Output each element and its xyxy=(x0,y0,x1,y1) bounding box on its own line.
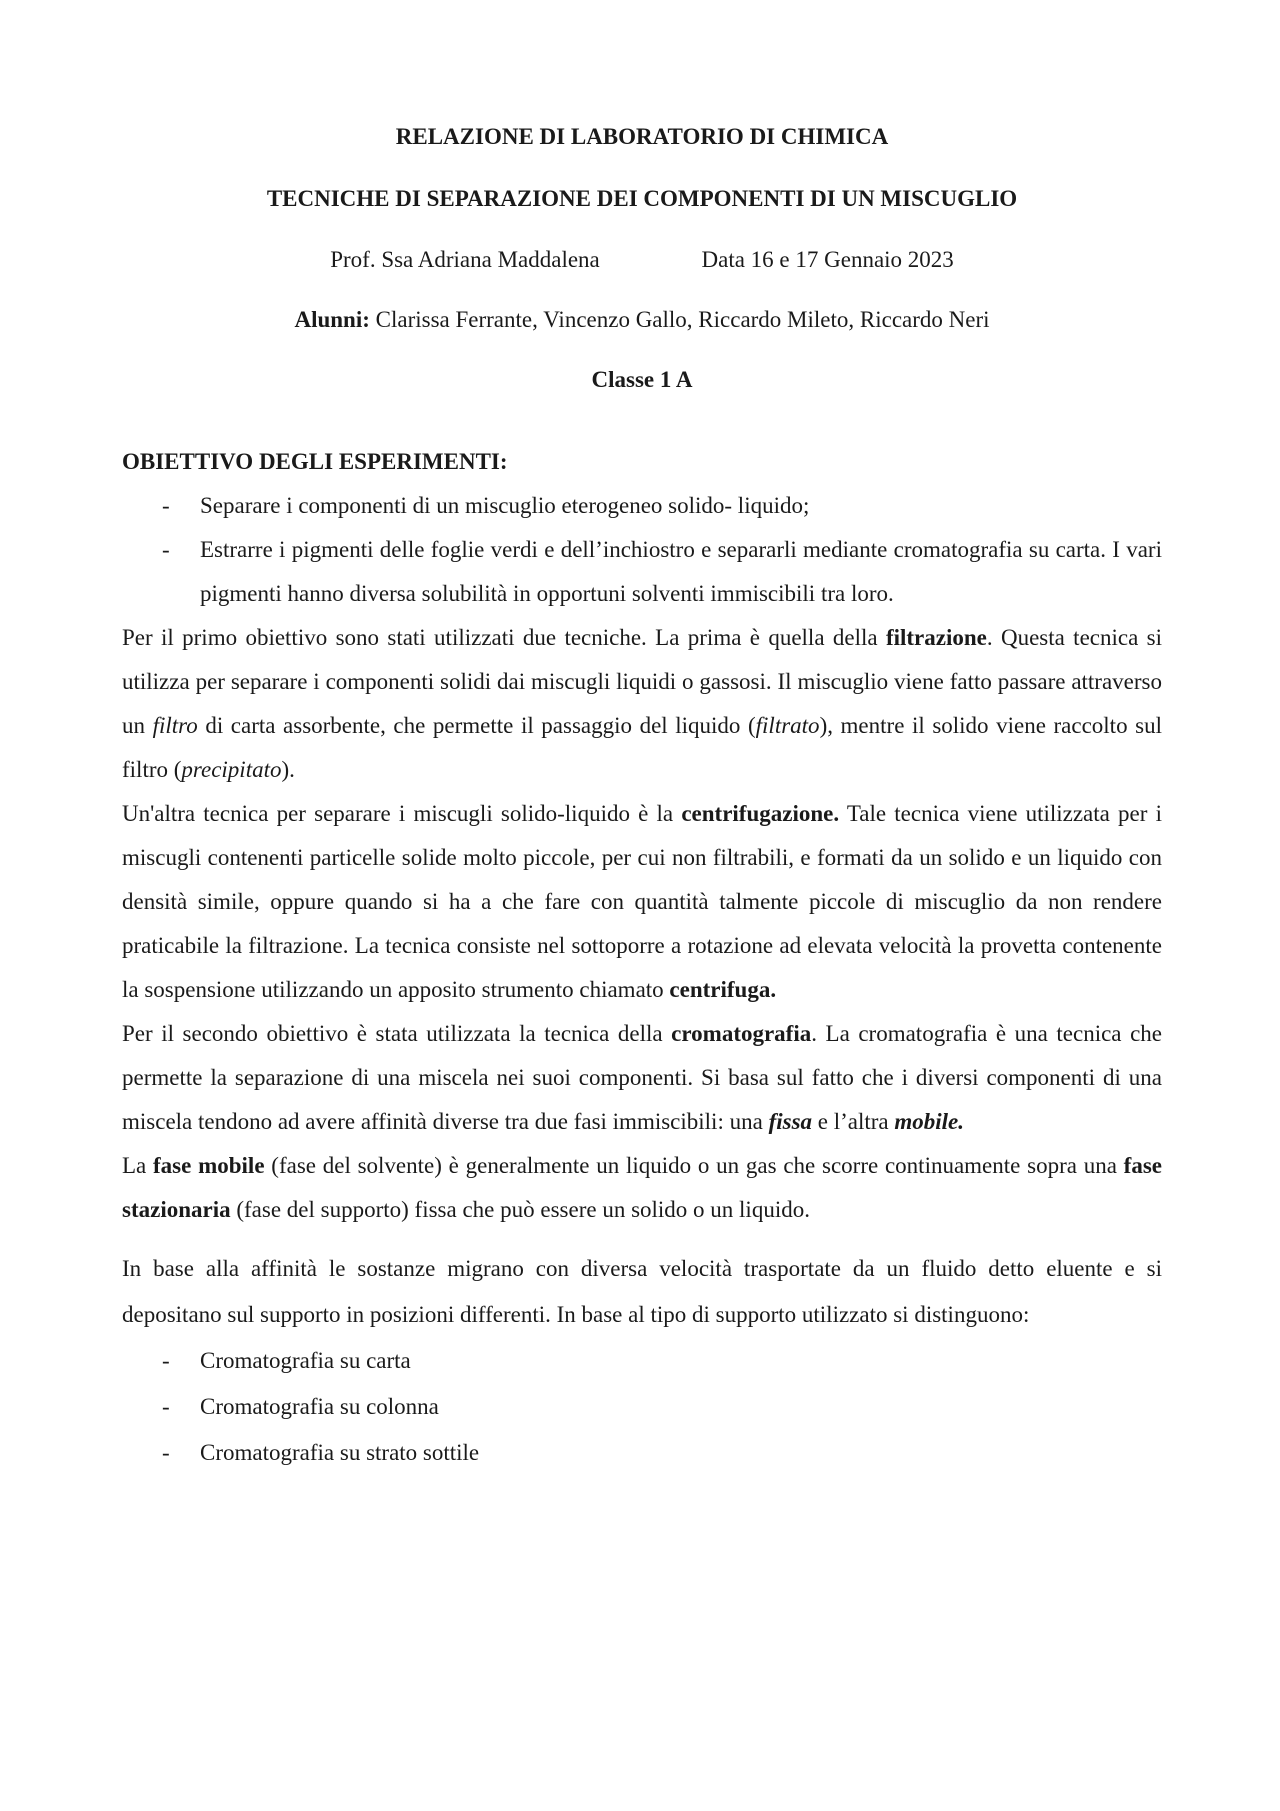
text-run: Per il secondo obiettivo è stata utilizzata la tecnica della xyxy=(122,1021,672,1046)
paragraph-filtration xyxy=(122,616,1162,792)
text-run: di carta assorbente, che permette il passaggio del liquido ( xyxy=(197,713,756,738)
text-run: Tale tecnica viene utilizzata per i miscugli contenenti particelle solide molto piccole, per cui non filtrabili, e formati da un solido e un liquido con densità simile, oppure quando si ha a che fare con quantità talmente piccole di miscuglio da non rendere praticabile la filtrazione. La tecnica consiste nel sottoporre a rotazione ad elevata velocità la provetta contenente la sospensione utilizzando un apposito strumento chiamato xyxy=(122,801,1162,1002)
text-run: e l’altra xyxy=(812,1109,895,1134)
paragraph-eluent: In base alla affinità le sostanze migrano con diversa velocità trasportate da un fluido detto eluente e si depositano sul supporto in posizioni differenti. In base al tipo di supporto utilizzato si distinguono: xyxy=(122,1256,1162,1327)
paragraph-chromatography xyxy=(122,1012,1162,1144)
term-centrifugazione: centrifugazione. xyxy=(681,801,840,826)
students-line xyxy=(122,290,1162,350)
list-item: - Cromatografia su colonna xyxy=(122,1384,1162,1430)
term-fase-mobile: fase mobile xyxy=(153,1153,265,1178)
term-fissa: fissa xyxy=(768,1109,813,1134)
text-run: La xyxy=(122,1153,154,1178)
text-run: Per il primo obiettivo sono stati utilizzati due tecniche. La prima è quella della xyxy=(122,625,886,650)
objectives-list xyxy=(122,484,1162,616)
term-precipitato: precipitato xyxy=(181,757,282,782)
term-filtrazione: filtrazione xyxy=(885,625,987,650)
professor-date-line xyxy=(122,230,1162,290)
list-item: - Estrarre i pigmenti delle foglie verdi e dell’inchiostro e separarli mediante cromatografia su carta. I vari pigmenti hanno diversa solubilità in opportuni solventi immiscibili tra loro. xyxy=(122,528,1162,616)
students-names: Clarissa Ferrante, Vincenzo Gallo, Riccardo Mileto, Riccardo Neri xyxy=(375,307,990,332)
professor-name: Prof. Ssa Adriana Maddalena xyxy=(330,247,600,272)
students-label: Alunni: xyxy=(294,307,370,332)
paragraph-phases xyxy=(122,1144,1162,1232)
paragraph-centrifugation xyxy=(122,792,1162,1012)
term-fase-stazionaria: fase stazionaria xyxy=(122,1153,1162,1222)
list-item: - Cromatografia su strato sottile xyxy=(122,1430,1162,1476)
text-run: ). xyxy=(281,757,295,782)
text-run: (fase del supporto) fissa che può essere un solido o un liquido. xyxy=(230,1197,810,1222)
list-item: - Cromatografia su carta xyxy=(122,1338,1162,1384)
text-run: ), mentre il solido viene raccolto sul filtro ( xyxy=(122,713,1162,782)
term-cromatografia: cromatografia xyxy=(671,1021,812,1046)
report-subtitle: TECNICHE DI SEPARAZIONE DEI COMPONENTI DI UN MISCUGLIO xyxy=(266,186,1018,211)
list-item: - Separare i componenti di un miscuglio eterogeneo solido- liquido; xyxy=(122,484,1162,528)
text-run: Un'altra tecnica per separare i miscugli solido-liquido è la xyxy=(122,801,682,826)
text-run: (fase del solvente) è generalmente un liquido o un gas che scorre continuamente sopra una xyxy=(264,1153,1124,1178)
report-date: Data 16 e 17 Gennaio 2023 xyxy=(701,247,954,272)
report-title: RELAZIONE DI LABORATORIO DI CHIMICA xyxy=(395,124,889,149)
text-run: . Questa tecnica si utilizza per separare i componenti solidi dai miscugli liquidi o gassosi. Il miscuglio viene fatto passare attraverso un xyxy=(122,625,1162,738)
chromatography-types-list xyxy=(122,1338,1162,1476)
term-filtro: filtro xyxy=(152,713,198,738)
term-mobile: mobile. xyxy=(894,1109,965,1134)
term-filtrato: filtrato xyxy=(755,713,820,738)
text-run: . La cromatografia è una tecnica che permette la separazione di una miscela nei suoi componenti. Si basa sul fatto che i diversi componenti di una miscela tendono ad avere affinità diverse tra due fasi immiscibili: una xyxy=(122,1021,1162,1134)
objectives-heading: OBIETTIVO DEGLI ESPERIMENTI: xyxy=(122,449,508,474)
class-label: Classe 1 A xyxy=(591,367,693,392)
term-centrifuga: centrifuga. xyxy=(669,977,777,1002)
